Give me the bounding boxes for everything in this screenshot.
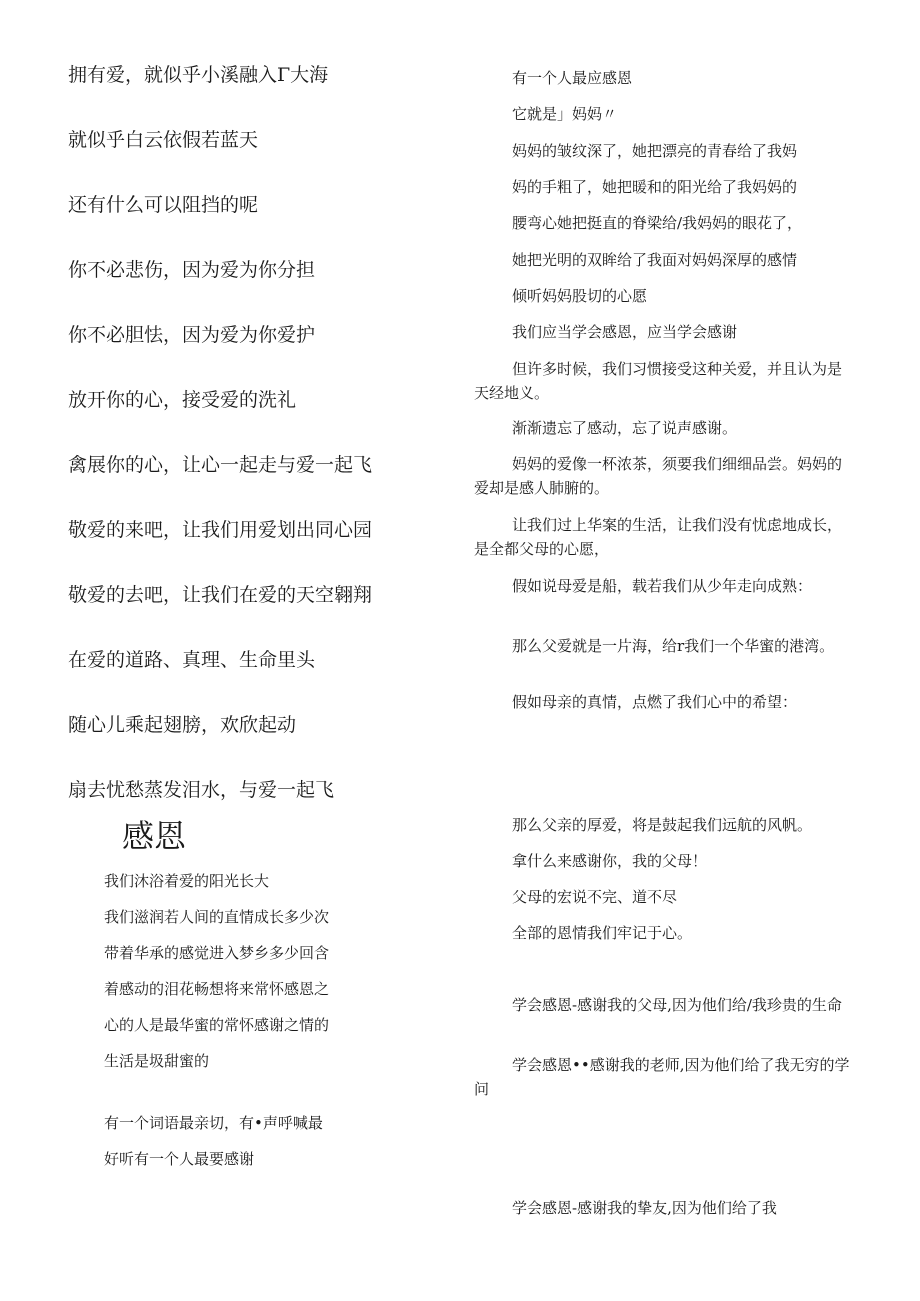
poem-line: 放开你的心，接受爱的洗礼 <box>68 389 297 411</box>
essay-paragraph: 腰弯心她把挺直的脊梁给/我妈妈的眼花了， <box>512 214 803 232</box>
section-line: 我们沐浴着爱的阳光长大 <box>104 872 270 890</box>
poem-line: 还有什么可以阻挡的呢 <box>68 194 259 216</box>
essay-paragraph: 那么父爱就是一片海，给r我们一个华蜜的港湾。 <box>512 637 835 655</box>
essay-paragraph: 假如说母爱是船，载若我们从少年走向成熟： <box>512 577 813 595</box>
essay-paragraph: 妈妈的皱纹深了，她把漂亮的青春给了我妈 <box>512 142 798 160</box>
essay-paragraph: 有一个人最应感恩 <box>512 69 633 87</box>
essay-paragraph: 父母的宏说不完、道不尽 <box>512 888 678 906</box>
poem-line: 禽展你的心，让心一起走与爱一起飞 <box>68 454 373 476</box>
section-line: 带着华承的感觉进入梦乡多少回含 <box>104 944 330 962</box>
essay-paragraph: 让我们过上华案的生活，让我们没有忧虑地成长，是全都父母的心愿， <box>474 516 843 558</box>
essay-paragraph: 假如母亲的真情，点燃了我们心中的希望： <box>512 693 798 711</box>
poem-line: 你不必悲伤，因为爱为你分担 <box>68 259 316 281</box>
section-line: 心的人是最华蜜的常怀感谢之情的 <box>104 1016 330 1034</box>
poem-line: 拥有爱，就似乎小溪融入Γ大海 <box>68 64 329 86</box>
essay-paragraph: 学会感恩-感谢我的父母,因为他们给/我珍贵的生命 <box>512 996 842 1014</box>
essay-paragraph: 妈的手粗了，她把暖和的阳光给了我妈妈的 <box>512 178 798 196</box>
essay-paragraph: 渐渐遗忘了感动，忘了说声感谢。 <box>512 419 738 437</box>
section-title: 感恩 <box>122 817 187 855</box>
essay-paragraph: 学会感恩-感谢我的挚友,因为他们给了我 <box>512 1199 777 1217</box>
section-body <box>104 870 444 1184</box>
essay-paragraph: 我们应当学会感恩，应当学会感谢 <box>512 323 738 341</box>
essay-paragraph: 但许多时候，我们习惯接受这种关爱，并且认为是天经地义。 <box>474 360 843 402</box>
section-line: 有一个词语最亲切，有•声呼喊最 <box>104 1114 323 1132</box>
poem-line: 在爱的道路、真理、生命里头 <box>68 649 316 671</box>
section-line: 着感动的泪花畅想将来常怀感恩之 <box>104 980 330 998</box>
poem-line: 就似乎白云依假若蓝天 <box>68 129 259 151</box>
essay-paragraph: 拿什么来感谢你，我的父母！ <box>512 852 708 870</box>
poem-line: 随心儿乘起翅膀，欢欣起动 <box>68 714 297 736</box>
poem-line: 敬爱的来吧，让我们用爱划出同心园 <box>68 519 373 541</box>
section-line: 我们滋润若人间的直情成长多少次 <box>104 908 330 926</box>
section-line: 生活是圾甜蜜的 <box>104 1052 210 1070</box>
essay-paragraph: 它就是」妈妈〃 <box>512 105 618 123</box>
essay-paragraph: 她把光明的双眸给了我面对妈妈深厚的感情 <box>512 251 798 269</box>
essay-paragraph: 那么父亲的厚爱，将是鼓起我们远航的风帆。 <box>512 816 813 834</box>
poem-line: 扇去忧愁蒸发泪水，与爱一起飞 <box>68 779 335 801</box>
essay-paragraph: 全部的恩情我们牢记于心。 <box>512 924 693 942</box>
essay-paragraph: 倾听妈妈股切的心愿 <box>512 287 648 305</box>
section-line: 好听有一个人最要感谢 <box>104 1150 255 1168</box>
poem-line: 你不必胆怯，因为爱为你爱护 <box>68 324 316 346</box>
poem-column <box>68 62 448 842</box>
essay-paragraph: 学会感恩••感谢我的老师,因为他们给了我无穷的学问 <box>474 1056 850 1098</box>
poem-line: 敬爱的去吧，让我们在爱的天空翱翔 <box>68 584 373 606</box>
essay-paragraph: 妈妈的爱像一杯浓茶，须要我们细细品尝。妈妈的爱却是感人肺腑的。 <box>474 455 843 497</box>
